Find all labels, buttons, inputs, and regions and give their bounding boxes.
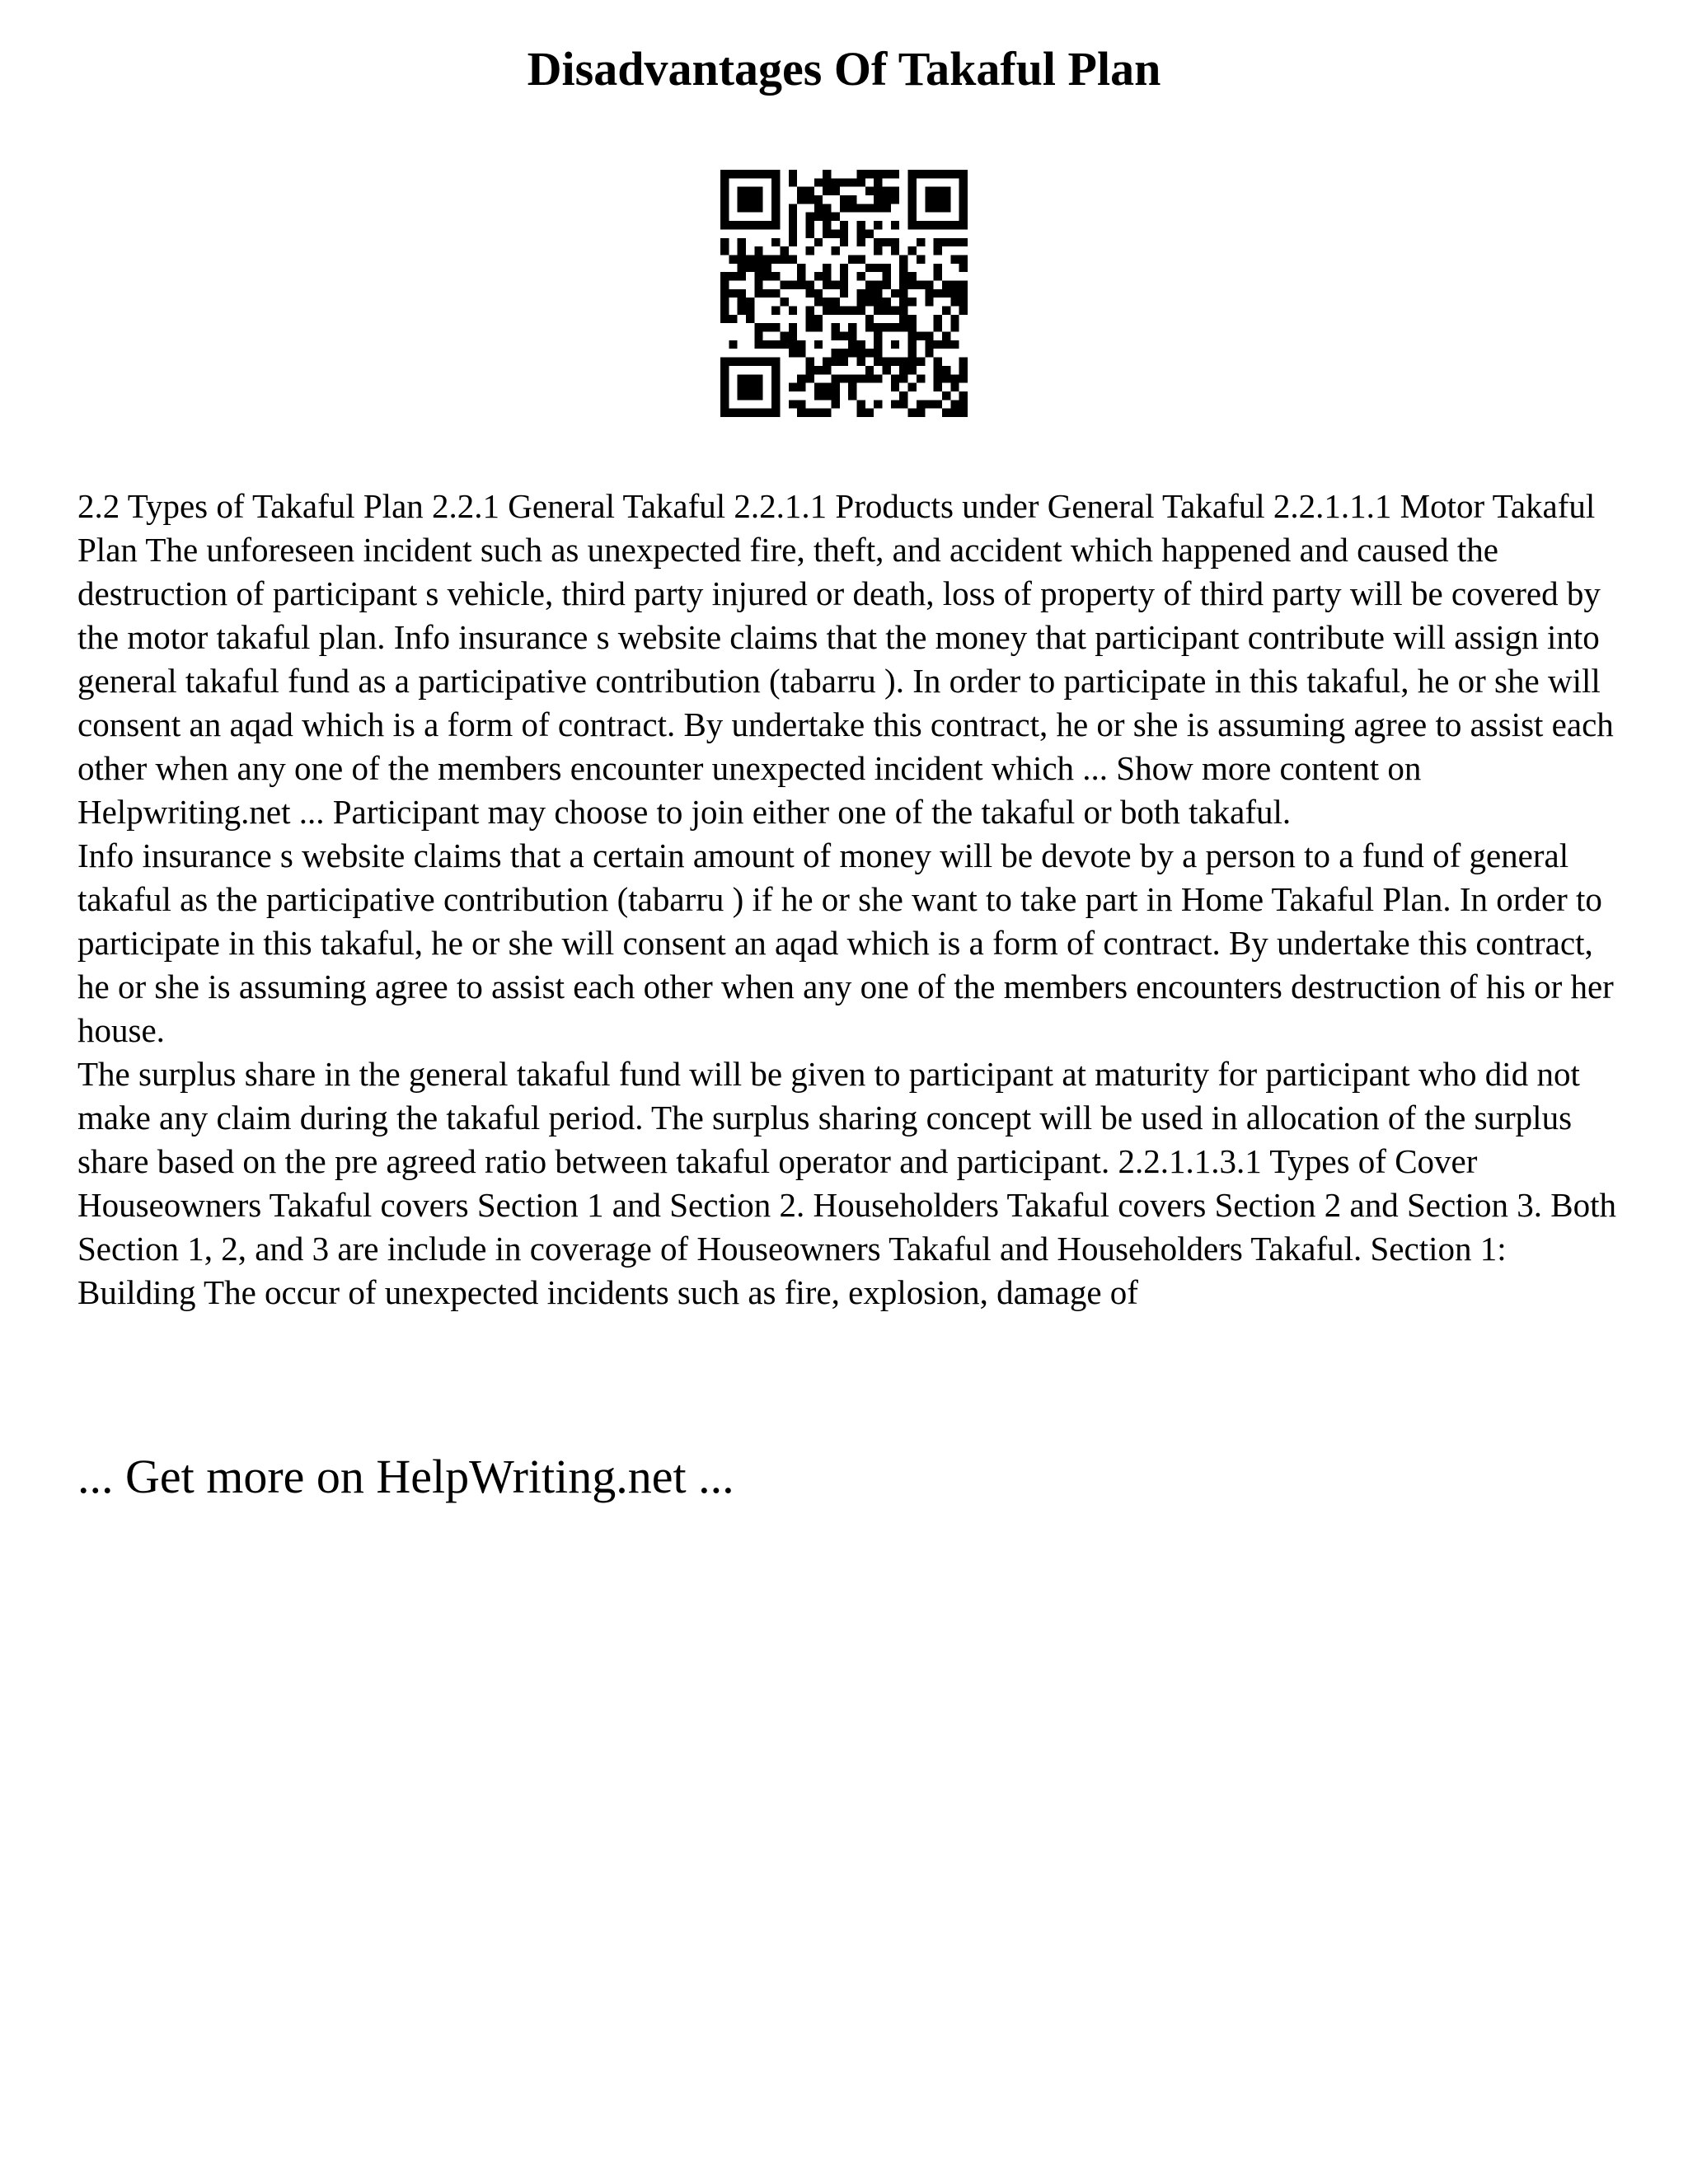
paragraph-2: Info insurance s website claims that a certain amount of money will be devote by a person to a fund of general takaful as the participative contribution (tabarru ) if he or she want to take part in Home Takaful Plan. In order to participate in this takaful, he or she will consent an aqad which is a form of contract. By undertake this contract, he or she is assuming agree to assist each other when any one of the members encounters destruction of his or her house. (77, 837, 1614, 1049)
paragraph-1: 2.2 Types of Takaful Plan 2.2.1 General Takaful 2.2.1.1 Products under General Takaful 2.2.1.1.1 Motor Takaful Plan The unforeseen incident such as unexpected fire, theft, and accident which happened and caused the destruction of participant s vehicle, third party injured or death, loss of property of third party will be covered by the motor takaful plan. Info insurance s website claims that the money that participant contribute will assign into general takaful fund as a participative contribution (tabarru ). In order to participate in this takaful, he or she will consent an aqad which is a form of contract. By undertake this contract, he or she is assuming agree to assist each other when any one of the members encounter unexpected incident which ... Show more content on Helpwriting.net ... Participant may choose to join either one of the takaful or both takaful. (77, 487, 1614, 831)
article-body (77, 485, 1627, 1315)
paragraph-3: The surplus share in the general takaful fund will be given to participant at maturity for participant who did not make any claim during the takaful period. The surplus sharing concept will be used in allocation of the surplus share based on the pre agreed ratio between takaful operator and participant. 2.2.1.1.3.1 Types of Cover Houseowners Takaful covers Section 1 and Section 2. Householders Takaful covers Section 2 and Section 3. Both Section 1, 2, and 3 are include in coverage of Houseowners Takaful and Householders Takaful. Section 1: Building The occur of unexpected incidents such as fire, explosion, damage of (77, 1055, 1616, 1311)
page-title: Disadvantages Of Takaful Plan (527, 42, 1161, 96)
qr-code-icon (720, 170, 968, 417)
get-more-link[interactable]: ... Get more on HelpWriting.net ... (77, 1450, 734, 1503)
